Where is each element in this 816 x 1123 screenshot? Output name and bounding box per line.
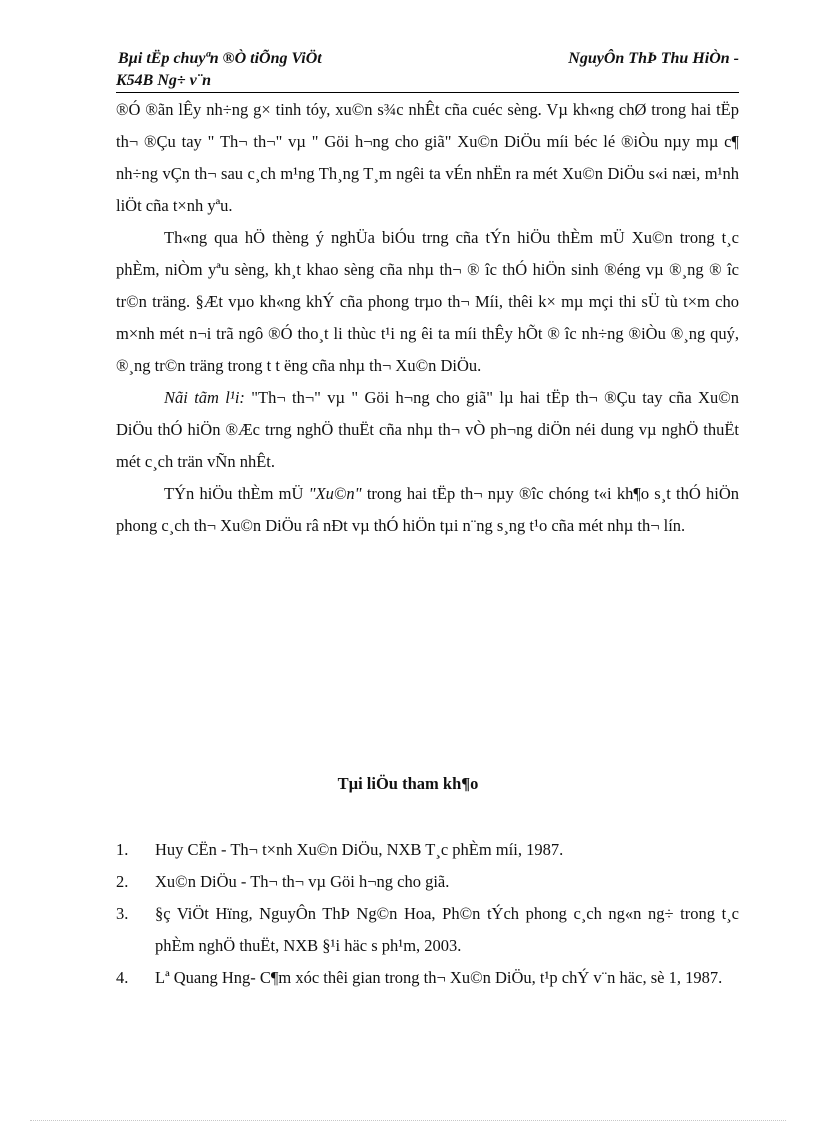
closing-post: trong hai tËp th¬ nµy ®îc chóng t«i kh¶o s¸t thÓ hiÖn phong c¸ch th¬ Xu©n DiÖu râ nÐt vµ thÓ hiÖn tµi n¨ng s¸ng t¹o cña mét nhµ th¬ lín.	[116, 484, 739, 535]
reference-number: 4.	[116, 968, 129, 987]
references-list	[116, 834, 739, 994]
reference-number: 3.	[116, 904, 129, 923]
header-divider	[116, 92, 739, 93]
page-header	[116, 48, 739, 92]
reference-number: 2.	[116, 872, 129, 891]
paragraph-symbolism: Th«ng qua hÖ thèng ý nghÜa biÓu trng cña tÝn hiÖu thÈm mÜ Xu©n trong t¸c phÈm, niÒm yªu sèng, kh¸t khao sèng cña nhµ th¬ ® îc thÓ hiÖn sinh ®éng vµ ®¸ng ® îc tr©n träng. §Æt vµo kh«ng khÝ cña phong trµo th¬ Míi, thêi k× mµ mçi thi sÜ tù t×m cho m×nh mét n¬i trã ngô ®Ó tho¸t li thùc t¹i ng êi ta míi thÊy hÕt ® îc nh÷ng ®iÒu ®¸ng quý, ®¸ng tr©n träng trong t t ëng cña nhµ th¬ Xu©n DiÖu.	[116, 228, 739, 375]
reference-item	[116, 898, 739, 962]
reference-number: 1.	[116, 840, 129, 859]
header-author: NguyÔn ThÞ Thu HiÒn -	[568, 50, 739, 67]
page-bottom-edge	[30, 1120, 786, 1121]
closing-quote: "Xu©n"	[308, 484, 362, 503]
conclusion-text: "Th¬ th¬" vµ " Göi h¬ng cho giã" lµ hai tËp th¬ ®Çu tay cña Xu©n DiÖu thÓ hiÖn ®Æc trng nghÖ thuËt cña nhµ th¬ vÒ ph¬ng diÖn néi dung vµ nghÖ thuËt mét c¸ch trän vÑn nhÊt.	[116, 388, 740, 471]
document-body	[116, 94, 739, 542]
header-class: K54B Ng÷ v¨n	[116, 72, 212, 89]
reference-item	[116, 866, 739, 898]
reference-text: Huy CËn - Th¬ t×nh Xu©n DiÖu, NXB T¸c phÈm míi, 1987.	[155, 840, 564, 859]
paragraph-conclusion	[116, 382, 739, 478]
reference-text: §ç ViÖt Hïng, NguyÔn ThÞ Ng©n Hoa, Ph©n tÝch phong c¸ch ng«n ng÷ trong t¸c phÈm nghÖ thuËt, NXB §¹i häc s ph¹m, 2003.	[155, 904, 739, 955]
header-row	[116, 48, 739, 70]
reference-text: Lª Quang Hng- C¶m xóc thêi gian trong th¬ Xu©n DiÖu, t¹p chÝ v¨n häc, sè 1, 1987.	[155, 968, 723, 987]
paragraph-closing	[116, 478, 739, 542]
reference-item	[116, 834, 739, 866]
reference-text: Xu©n DiÖu - Th¬ th¬ vµ Göi h¬ng cho giã.	[155, 872, 450, 891]
closing-pre: TÝn hiÖu thÈm mÜ	[164, 484, 309, 503]
header-course-title: Bµi tËp chuyªn ®Ò tiÕng ViÖt	[118, 50, 322, 67]
references-title: Tµi liÖu tham kh¶o	[337, 774, 479, 793]
conclusion-lead: Nãi tãm l¹i:	[164, 388, 245, 407]
reference-item	[116, 962, 739, 994]
paragraph-continuation: ®Ó ®ãn lÊy nh÷ng g× tinh tóy, xu©n s¾c nhÊt cña cuéc sèng. Vµ kh«ng chØ trong hai tËp th¬ ®Çu tay " Th¬ th¬" vµ " Göi h¬ng cho giã" Xu©n DiÖu míi béc lé ®iÒu nµy mµ c¶ nh÷ng vÇn th¬ sau c¸ch m¹ng Th¸ng T¸m ngêi ta vÉn nhËn ra mét Xu©n DiÖu s«i næi, m¹nh liÖt cña t×nh yªu.	[116, 100, 739, 215]
